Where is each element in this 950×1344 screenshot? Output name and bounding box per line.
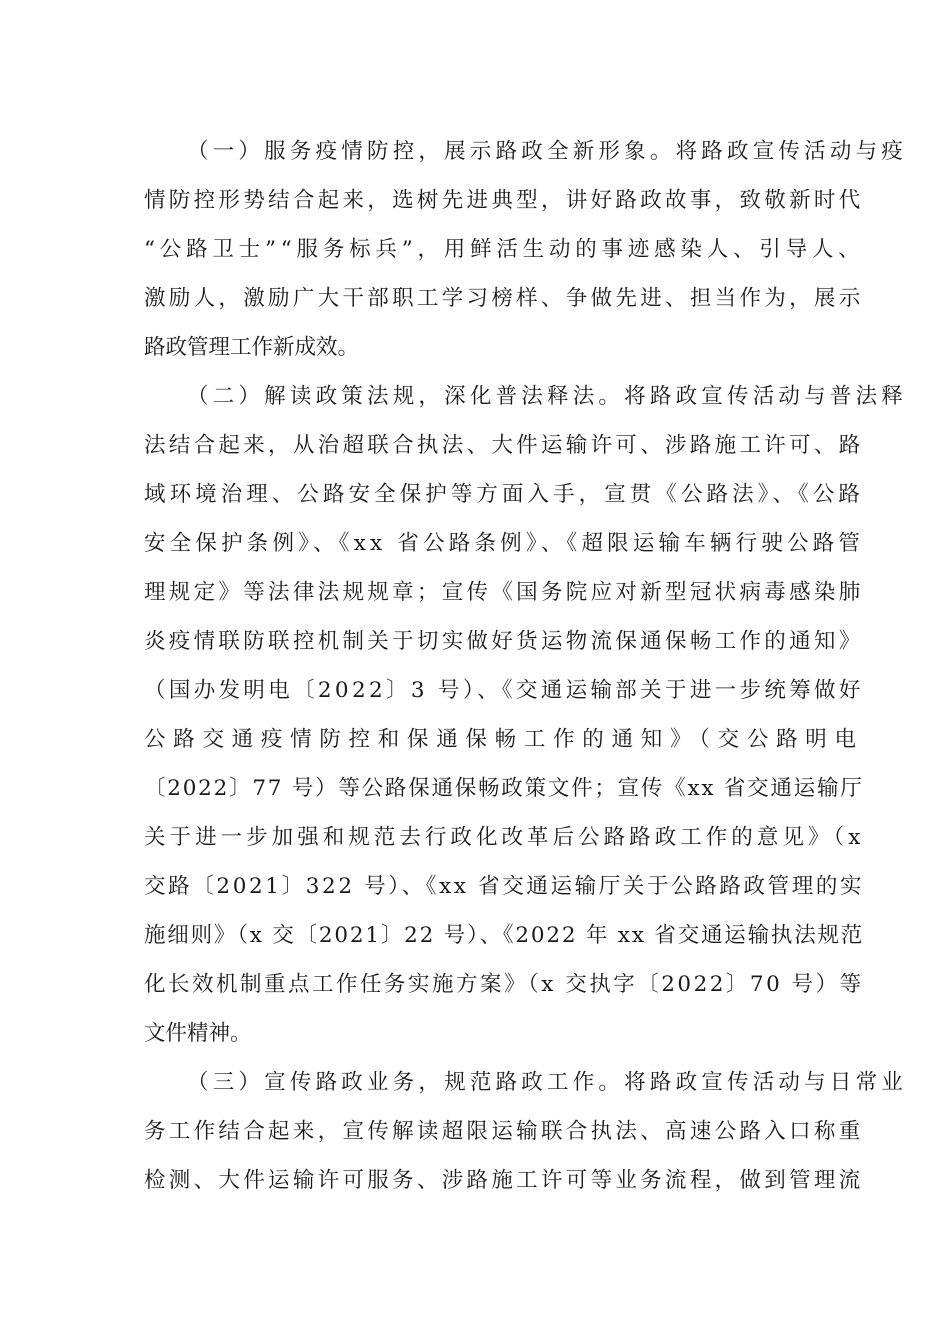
text-line: “公路卫士”“服务标兵”，用鲜活生动的事迹感染人、引导人、 bbox=[144, 237, 864, 262]
text-line: 公路交通疫情防控和保通保畅工作的通知》（交公路明电 bbox=[144, 727, 864, 752]
text-line: 务工作结合起来，宣传解读超限运输联合执法、高速公路入口称重 bbox=[144, 1119, 864, 1144]
text-line: 域环境治理、公路安全保护等方面入手，宣贯《公路法》、《公路 bbox=[144, 482, 864, 507]
text-line: 〔2022〕77 号）等公路保通保畅政策文件；宣传《xx 省交通运输厅 bbox=[144, 776, 864, 801]
text-line: 理规定》等法律法规规章；宣传《国务院应对新型冠状病毒感染肺 bbox=[144, 580, 864, 605]
text-line: 化长效机制重点工作任务实施方案》（x 交执字〔2022〕70 号）等 bbox=[144, 972, 864, 997]
text-line: 关于进一步加强和规范去行政化改革后公路路政工作的意见》（x bbox=[144, 825, 864, 850]
text-line: （一）服务疫情防控，展示路政全新形象。将路政宣传活动与疫 bbox=[187, 139, 907, 164]
text-line: 情防控形势结合起来，选树先进典型，讲好路政故事，致敬新时代 bbox=[144, 188, 864, 213]
text-line: （二）解读政策法规，深化普法释法。将路政宣传活动与普法释 bbox=[187, 384, 907, 409]
text-line: 激励人，激励广大干部职工学习榜样、争做先进、担当作为，展示 bbox=[144, 286, 864, 311]
text-line: 路政管理工作新成效。 bbox=[144, 335, 360, 360]
text-line: 炎疫情联防联控机制关于切实做好货运物流保通保畅工作的通知》 bbox=[144, 629, 864, 654]
text-line: 法结合起来，从治超联合执法、大件运输许可、涉路施工许可、路 bbox=[144, 433, 864, 458]
text-line: 安全保护条例》、《xx 省公路条例》、《超限运输车辆行驶公路管 bbox=[144, 531, 864, 556]
text-line: 施细则》（x 交〔2021〕22 号）、《2022 年 xx 省交通运输执法规范 bbox=[144, 923, 864, 948]
text-line: （三）宣传路政业务，规范路政工作。将路政宣传活动与日常业 bbox=[187, 1070, 907, 1095]
text-line: 检测、大件运输许可服务、涉路施工许可等业务流程，做到管理流 bbox=[144, 1168, 864, 1193]
text-line: 交路〔2021〕322 号）、《xx 省交通运输厅关于公路路政管理的实 bbox=[144, 874, 864, 899]
text-line: 文件精神。 bbox=[144, 1021, 252, 1046]
text-line: （国办发明电〔2022〕3 号）、《交通运输部关于进一步统筹做好 bbox=[144, 678, 864, 703]
